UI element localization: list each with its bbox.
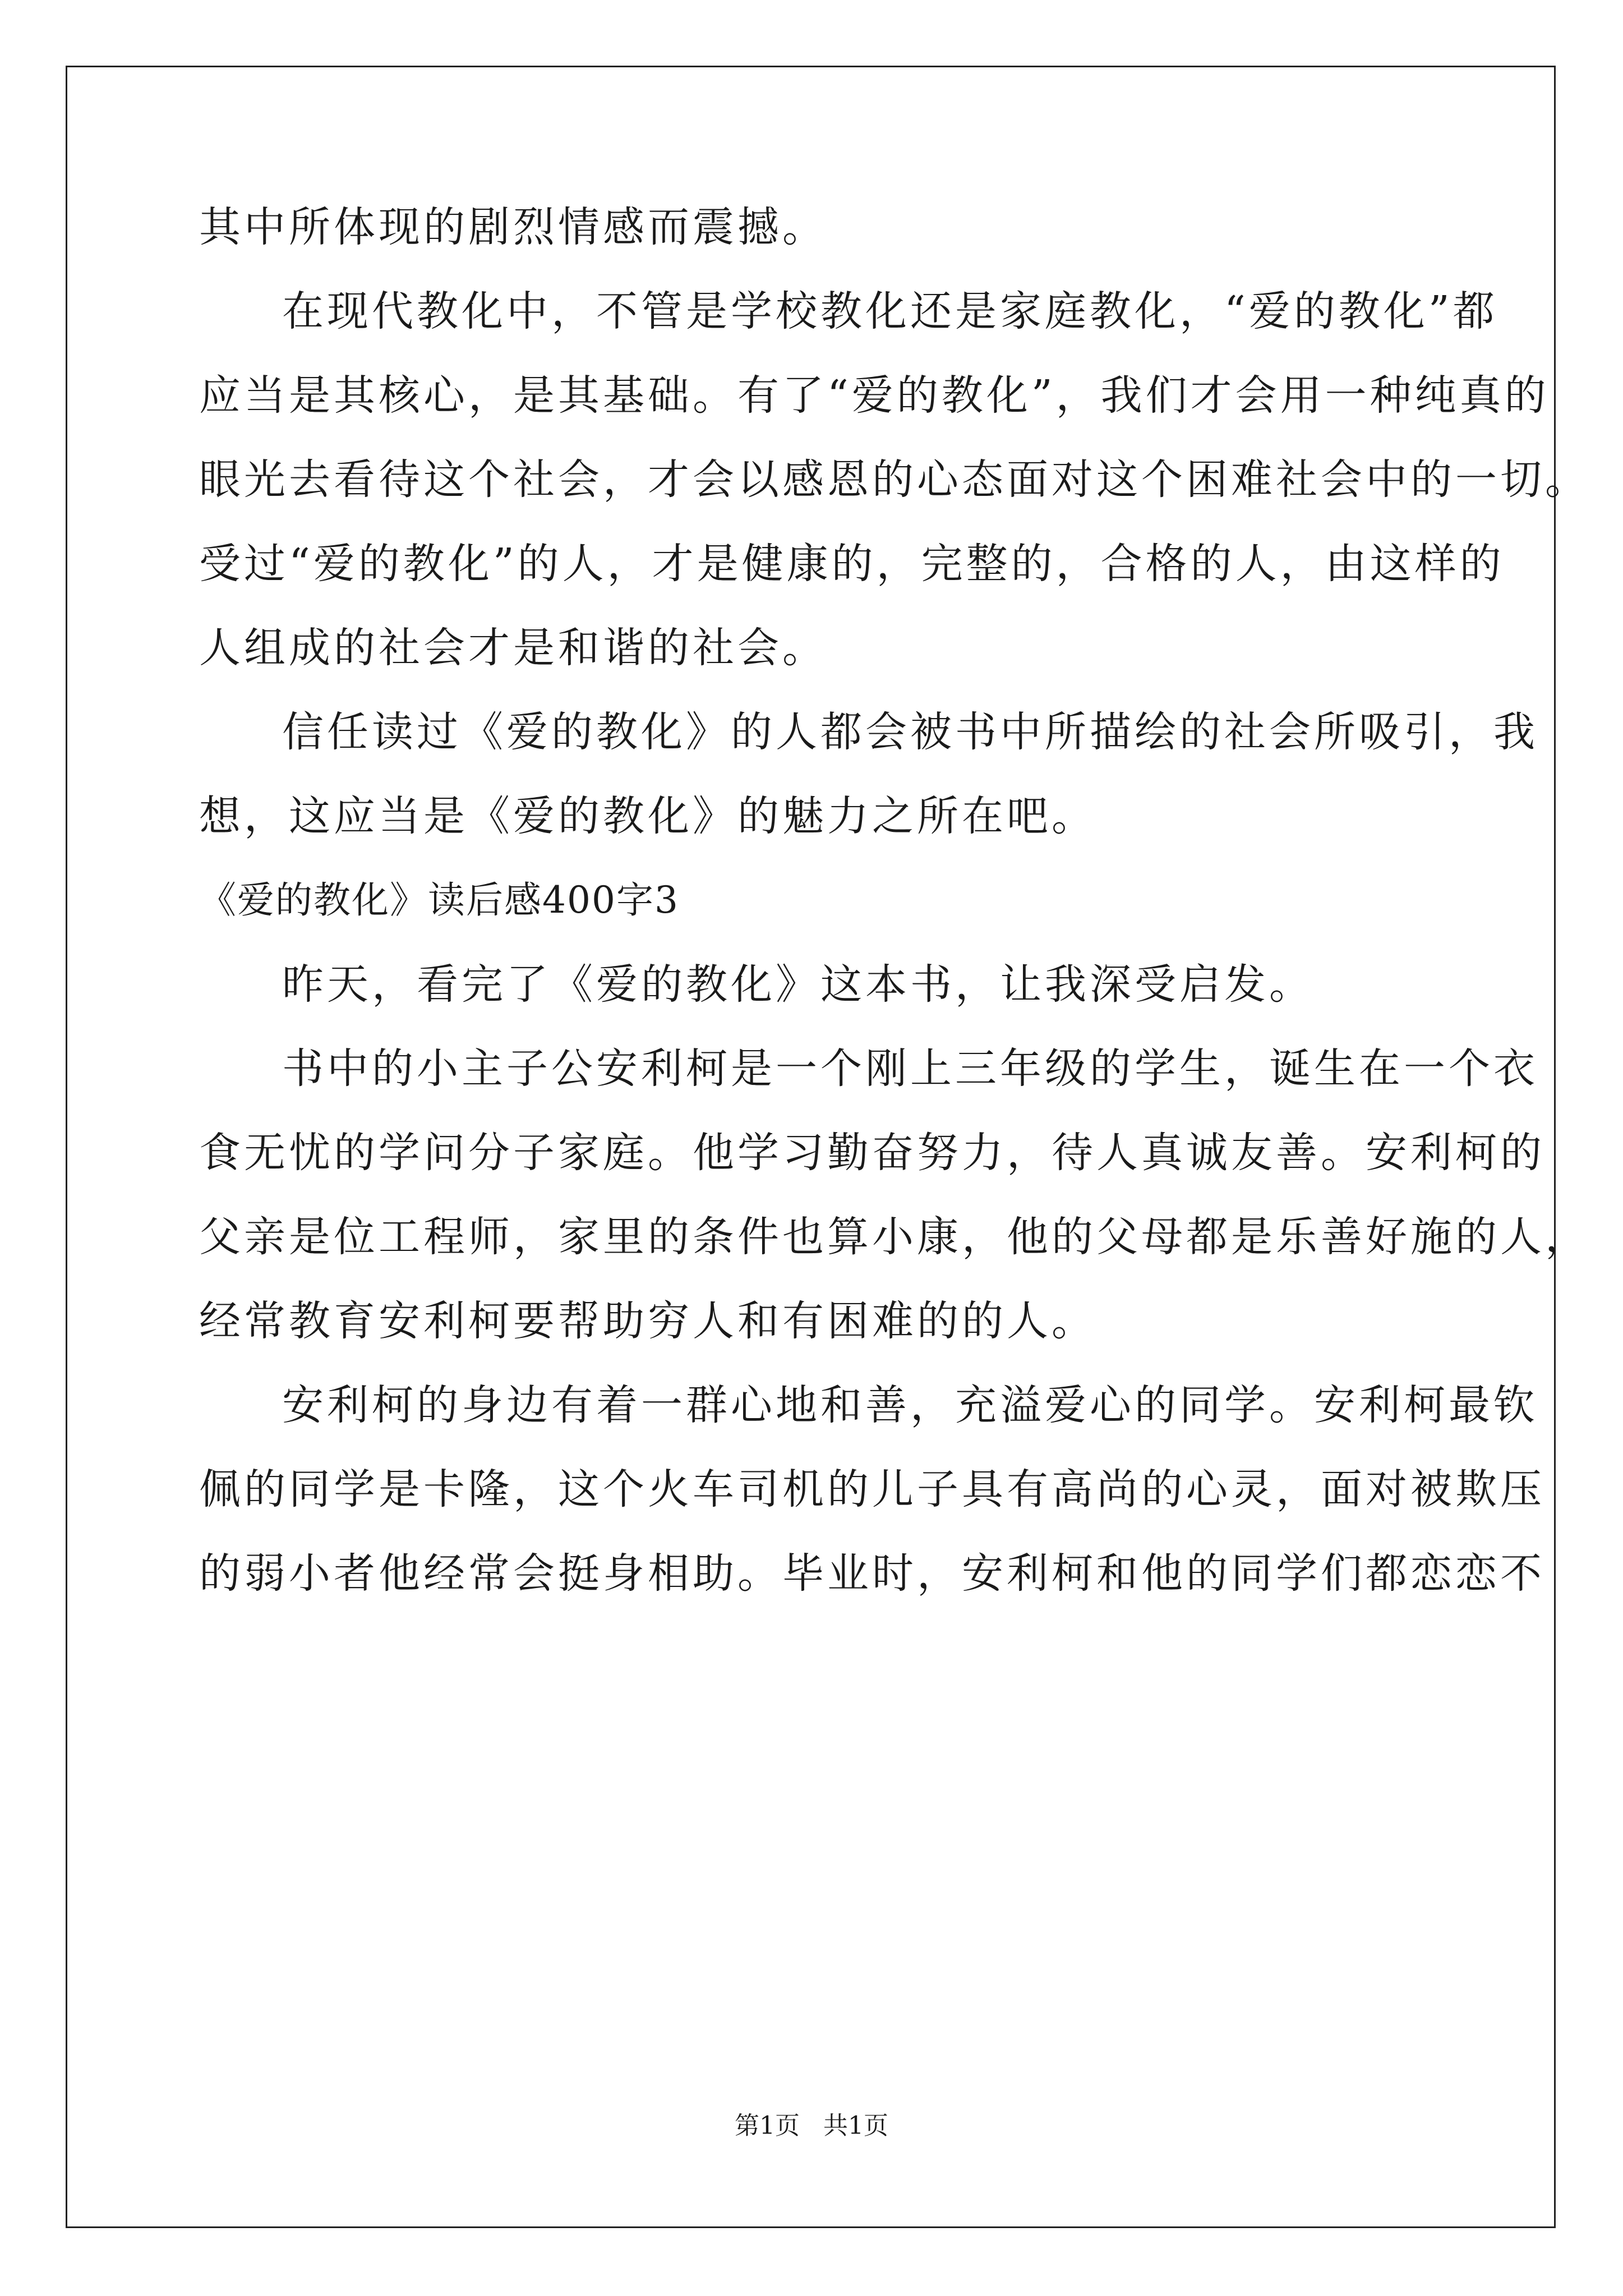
text-line: 应当是其核心，是其基础。有了“爱的教化”，我们才会用一种纯真的 (199, 371, 1550, 420)
text-line: 经常教育安利柯要帮助穷人和有困难的的人。 (199, 1297, 1096, 1345)
text-line: 受过“爱的教化”的人，才是健康的，完整的，合格的人，由这样的 (199, 540, 1505, 588)
text-line: 佩的同学是卡隆，这个火车司机的儿子具有高尚的心灵，面对被欺压 (199, 1465, 1545, 1513)
text-line: 的弱小者他经常会挺身相助。毕业时，安利柯和他的同学们都恋恋不 (199, 1549, 1545, 1598)
text-line: 眼光去看待这个社会，才会以感恩的心态面对这个困难社会中的一切。 (199, 455, 1590, 504)
text-line: 书中的小主子公安利柯是一个刚上三年级的学生，诞生在一个衣 (282, 1045, 1538, 1093)
text-line: 人组成的社会才是和谐的社会。 (199, 624, 827, 672)
page-footer: 第1页 共1页 (735, 2111, 888, 2140)
text-line: 昨天，看完了《爱的教化》这本书，让我深受启发。 (282, 960, 1314, 1009)
text-line: 想，这应当是《爱的教化》的魅力之所在吧。 (199, 792, 1096, 840)
text-line: 信任读过《爱的教化》的人都会被书中所描绘的社会所吸引，我 (282, 708, 1538, 756)
text-line: 安利柯的身边有着一群心地和善，充溢爱心的同学。安利柯最钦 (282, 1381, 1538, 1429)
text-line: 在现代教化中，不管是学校教化还是家庭教化，“爱的教化”都 (282, 287, 1498, 335)
text-line: 其中所体现的剧烈情感而震撼。 (199, 203, 827, 251)
document-body (199, 199, 1590, 1630)
text-line: 父亲是位工程师，家里的条件也算小康，他的父母都是乐善好施的人， (199, 1213, 1590, 1261)
section-heading: 《爱的教化》读后感400字3 (199, 878, 679, 922)
text-line: 食无忧的学问分子家庭。他学习勤奋努力，待人真诚友善。安利柯的 (199, 1129, 1545, 1177)
